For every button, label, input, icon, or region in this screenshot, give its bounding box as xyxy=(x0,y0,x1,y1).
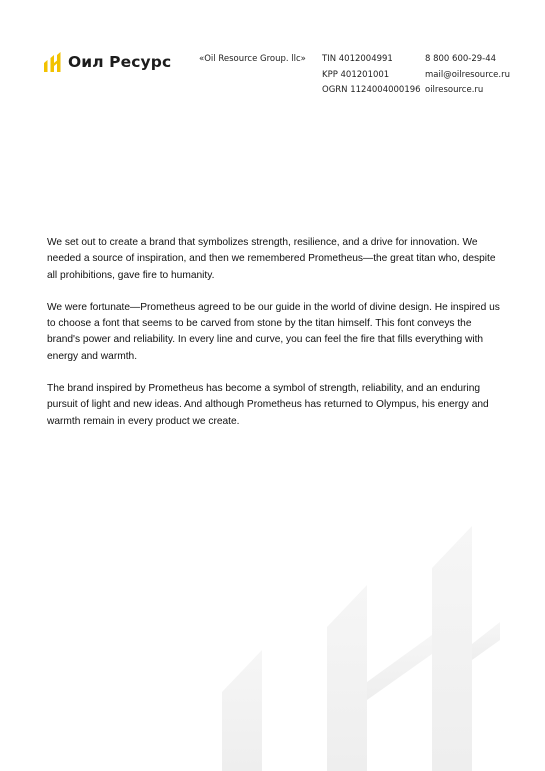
ogrn-number: OGRN 1124004000196 xyxy=(322,85,421,95)
registration-info xyxy=(322,54,421,101)
website-link[interactable]: oilresource.ru xyxy=(425,85,484,95)
brand-name: Оил Ресурс xyxy=(68,53,172,71)
brand-logo xyxy=(44,52,171,72)
paragraph-1: We set out to create a brand that symbolizes strength, resilience, and a drive for innovation. We needed a source of inspiration, and then we remembered Prometheus—the great titan who, despite all prohibitions, gave fire to humanity. xyxy=(47,237,496,281)
company-name: «Oil Resource Group. llc» xyxy=(199,54,306,64)
phone-number[interactable]: 8 800 600-29-44 xyxy=(425,54,497,64)
paragraph-2: We were fortunate—Prometheus agreed to be our guide in the world of divine design. He inspired us to choose a font that seems to be carved from stone by the titan himself. This font conveys the brand's power and reliability. In every line and curve, you can feel the fire that fills everything with energy and warmth. xyxy=(47,301,500,362)
kpp-number: KPP 401201001 xyxy=(322,69,390,80)
contact-info xyxy=(425,54,510,101)
paragraph-3: The brand inspired by Prometheus has become a symbol of strength, reliability, and an enduring pursuit of light and new ideas. And although Prometheus has returned to Olympus, his energy and warmth remain in every product we create. xyxy=(47,383,489,427)
tin-number: TIN 4012004991 xyxy=(322,54,393,64)
email-address[interactable]: mail@oilresource.ru xyxy=(425,69,510,80)
oil-bars-logo-icon xyxy=(44,52,64,72)
letter-body xyxy=(47,235,503,446)
